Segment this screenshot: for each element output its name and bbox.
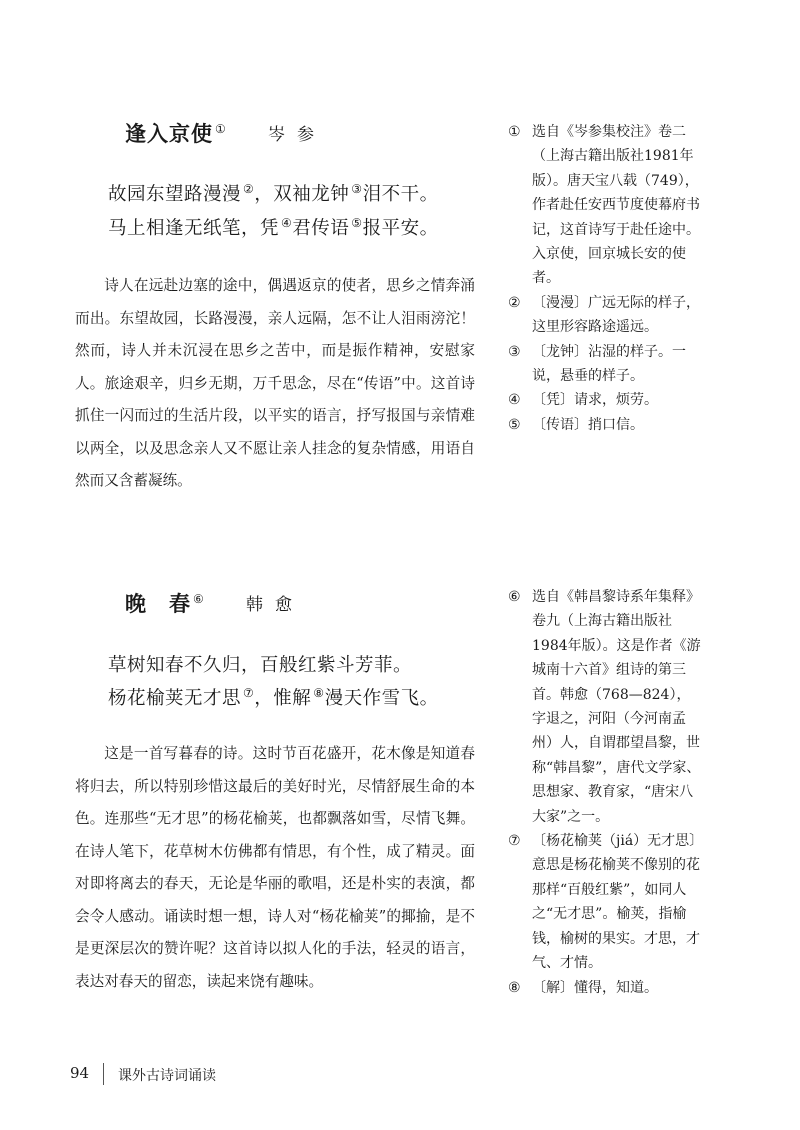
poem1-author: 岑参 <box>268 125 326 145</box>
poem1-line-2: 马上相逢无纸笔，凭 ④君传语 ⑤报平安。 <box>108 215 439 239</box>
poem1-line-1: 故园东望路漫漫 ②，双袖龙钟 ③泪不干。 <box>108 181 439 205</box>
poem1-title: 逢入京使 ① <box>125 121 227 146</box>
footnote-5: ⑤ 〔传语〕捎口信。 <box>508 416 644 433</box>
poem1-commentary: 诗人在远赴边塞的途中，偶遇返京的使者，思乡之情奔涌而出。东望故园，长路漫漫，亲人远隔，怎不让人泪雨滂沱！然而，诗人并未沉浸在思乡之苦中，而是振作精神，安慰家人。旅途艰辛，归乡无期，万千思念，尽在“传语”中。这首诗抓住一闪而过的生活片段，以平实的语言，抒写报国与亲情难以两全，以及思念亲人又不愿让亲人挂念的复杂情感，用语自然而又含蓄凝练。 <box>75 277 475 489</box>
poem2-notes <box>508 585 704 1000</box>
footnote-1: ① 选自《岑参集校注》卷二（上海古籍出版社1981年版）。唐天宝八载（749），作者赴任安西节度使幕府书记，这首诗写于赴任途中。入京使，回京城长安的使者。 <box>508 124 700 287</box>
footnote-6: ⑥ 选自《韩昌黎诗系年集释》卷九（上海古籍出版社1984年版）。这是作者《游城南十六首》组诗的第三首。韩愈（768—824），字退之，河阳（今河南孟州）人，自谓郡望昌黎，世称“韩昌黎”，唐代文学家、思想家、教育家，“唐宋八大家”之一。 <box>508 589 701 825</box>
poem2-line-1: 草树知春不久归，百般红紫斗芳菲。 <box>108 655 413 676</box>
poem2-title-note-ref: ⑥ <box>193 592 205 606</box>
page-number: 94 <box>70 1064 90 1082</box>
footnote-4: ④ 〔凭〕请求，烦劳。 <box>508 392 658 409</box>
poem1-notes <box>508 120 704 437</box>
footnote-7: ⑦ 〔杨花榆荚（jiá）无才思〕意思是杨花榆荚不像别的花那样“百般红紫”，如同人之“无才思”。榆荚，指榆钱，榆树的果实。才思，才气、才情。 <box>508 833 704 972</box>
section-title: 课外古诗词诵读 <box>118 1068 216 1084</box>
poem2-title: 晚 春 ⑥ <box>125 591 205 616</box>
footer-divider <box>103 1063 104 1085</box>
poem2-author: 韩愈 <box>246 595 304 615</box>
poem2-commentary: 这是一首写暮春的诗。这时节百花盛开，花木像是知道春将归去，所以特别珍惜这最后的美好时光，尽情舒展生命的本色。连那些“无才思”的杨花榆荚，也都飘落如雪，尽情飞舞。在诗人笔下，花草树木仿佛都有情思，有个性，成了精灵。面对即将离去的春天，无论是华丽的歌唱，还是朴实的表演，都会令人感动。诵读时想一想，诗人对“杨花榆荚”的揶揄，是不是更深层次的赞许呢？这首诗以拟人化的手法，轻灵的语言，表达对春天的留恋，读起来饶有趣味。 <box>75 745 475 990</box>
footnote-3: ③ 〔龙钟〕沾湿的样子。一说，悬垂的样子。 <box>508 343 686 385</box>
footnote-8: ⑧ 〔解〕懂得，知道。 <box>508 979 658 996</box>
poem2-line-2: 杨花榆荚无才思 ⑦，惟解 ⑧漫天作雪飞。 <box>108 685 439 709</box>
footnote-2: ② 〔漫漫〕广远无际的样子，这里形容路途遥远。 <box>508 294 700 336</box>
poem1-title-note-ref: ① <box>215 122 227 136</box>
